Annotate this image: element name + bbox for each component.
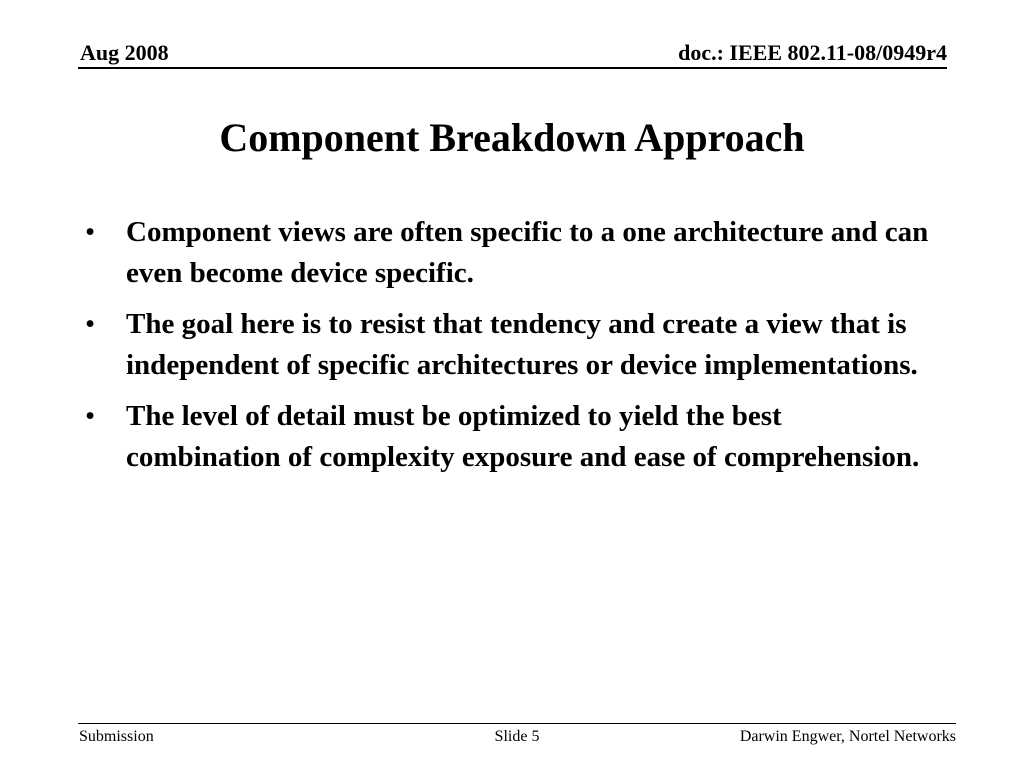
footer-author: Darwin Engwer, Nortel Networks: [739, 728, 956, 745]
bullet-item-1: [80, 212, 930, 294]
header-date: Aug 2008: [80, 40, 169, 65]
bullet-marker: •: [85, 308, 96, 340]
bullet-text: The goal here is to resist that tendency and create a view that is independent of specific architectures or device implementations.: [126, 308, 918, 381]
footer-slide-number: Slide 5: [494, 728, 540, 745]
bullet-item-3: [80, 396, 930, 478]
bullet-marker: •: [85, 400, 96, 432]
header-divider: [78, 67, 947, 69]
bullet-text: The level of detail must be optimized to yield the best combination of complexity exposure and ease of comprehension.: [126, 400, 920, 473]
bullet-item-2: [80, 304, 930, 386]
header-document-id: doc.: IEEE 802.11-08/0949r4: [678, 40, 947, 65]
bullet-text: Component views are often specific to a one architecture and can even become device specific.: [126, 216, 929, 289]
slide-title: Component Breakdown Approach: [219, 115, 805, 160]
footer-divider: [78, 723, 956, 724]
bullet-list: [80, 212, 930, 488]
bullet-marker: •: [85, 216, 96, 248]
footer-submission: Submission: [79, 728, 154, 745]
